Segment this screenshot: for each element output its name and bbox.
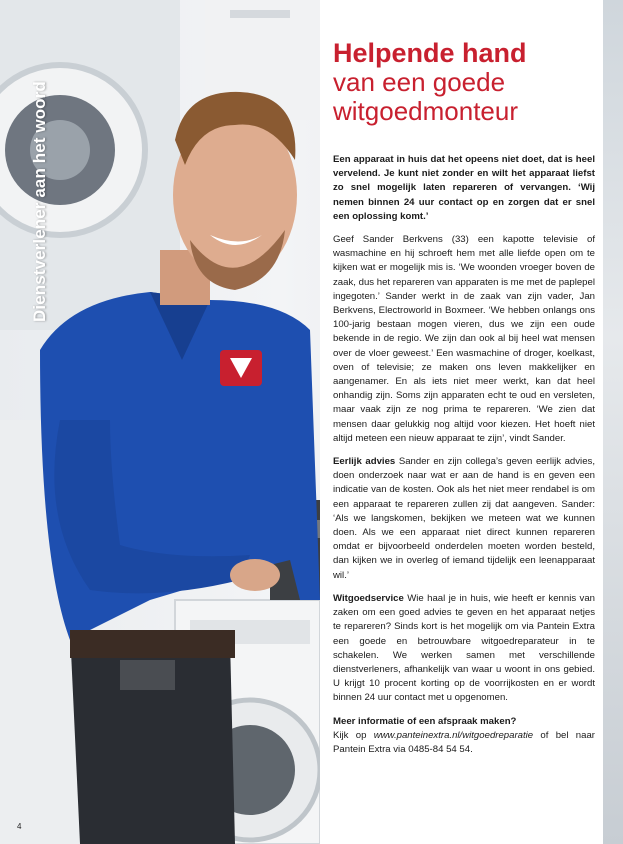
paragraph-4-lead: Meer informatie of een afspraak maken? — [333, 715, 517, 727]
article-paragraph-3 — [333, 592, 595, 706]
section-label: Dienstverlener aan het woord — [30, 81, 49, 322]
article-body — [333, 153, 595, 766]
headline-line-3: witgoedmonteur — [333, 96, 518, 126]
page-number: 4 — [17, 822, 22, 831]
paragraph-4-pre: Kijk op — [333, 729, 374, 741]
background-edge — [603, 0, 623, 844]
paragraph-2-text: Sander en zijn collega’s geven eerlijk advies, doen onderzoek naar wat er aan de hand is en geven een indicatie van de kosten. Ook als het niet meer rendabel is om een apparaat te repareren zullen zij dat aangeven. Sander: ‘Als we langskomen, bekijken we meteen wat we kunnen doen. Als we een apparaat niet direct kunnen repareren omdat er bijvoorbeeld onderdelen moeten worden besteld, dan kijken we in overleg of iemand tijdelijk een leenapparaat wil.’ — [333, 456, 595, 581]
article-paragraph-2 — [333, 455, 595, 583]
headline-line-1: Helpende hand — [333, 38, 527, 68]
article-paragraph-4 — [333, 715, 595, 758]
paragraph-2-lead: Eerlijk advies — [333, 456, 396, 468]
paragraph-3-lead: Witgoedservice — [333, 592, 404, 604]
headline-line-2: van een goede — [333, 67, 506, 97]
paragraph-4-post: of bel naar Pantein Extra via 0485-84 54 54. — [333, 729, 595, 755]
paragraph-3-text: Wie haal je in huis, wie heeft er kennis van zaken om een goed advies te geven en het apparaat netjes te repareren? Sinds kort is het mogelijk om via Pantein Extra een goede en betrouwbare witgoedreparateur in te schakelen. We werken samen met verschillende dienstverleners, afhankelijk van waar u woont in ons gebied. U krijgt 10 procent korting op de voorrijkosten en er wordt binnen 24 uur contact met u opgenomen. — [333, 592, 595, 704]
article-intro: Een apparaat in huis dat het opeens niet doet, dat is heel vervelend. Je kunt niet zonder en wilt het apparaat liefst zo snel mogelijk laten repareren of vervangen. ‘Wij nemen binnen 24 uur contact op en zorgen dat er snel een oplossing komt.’ — [333, 154, 595, 222]
website-link[interactable]: www.panteinextra.nl/witgoedreparatie — [373, 729, 534, 741]
headline — [333, 38, 598, 126]
article-paragraph-1: Geef Sander Berkvens (33) een kapotte televisie of wasmachine en hij schroeft hem met alle liefde open om te kijken wat er mogelijk mis is. ‘We woonden vroeger boven de zaak, dus het repareren van apparaten is me met de paplepel ingegoten.’ Sander werkt in de zaak van zijn vader, Jan Berkvens, Electroworld in Boxmeer. ‘We hebben onlangs ons 100-jarig bestaan mogen vieren, dus we zijn een oude bekende in de regio. We zijn dan ook al bij heel wat mensen over de vloer geweest.’ Een wasmachine of droger, koelkast, oven of televisie; ze maken ons leven makkelijker en aangenamer. En als iets niet meer werkt, kan dat heel onhandig zijn. Soms zijn apparaten echt te oud en versleten, maar vaak zijn ze nog prima te repareren. ‘We zien dat mensen daar gelukkig nog altijd voor kiezen. Het hoeft niet altijd meteen een nieuw apparaat te zijn’, vindt Sander. — [333, 234, 595, 444]
